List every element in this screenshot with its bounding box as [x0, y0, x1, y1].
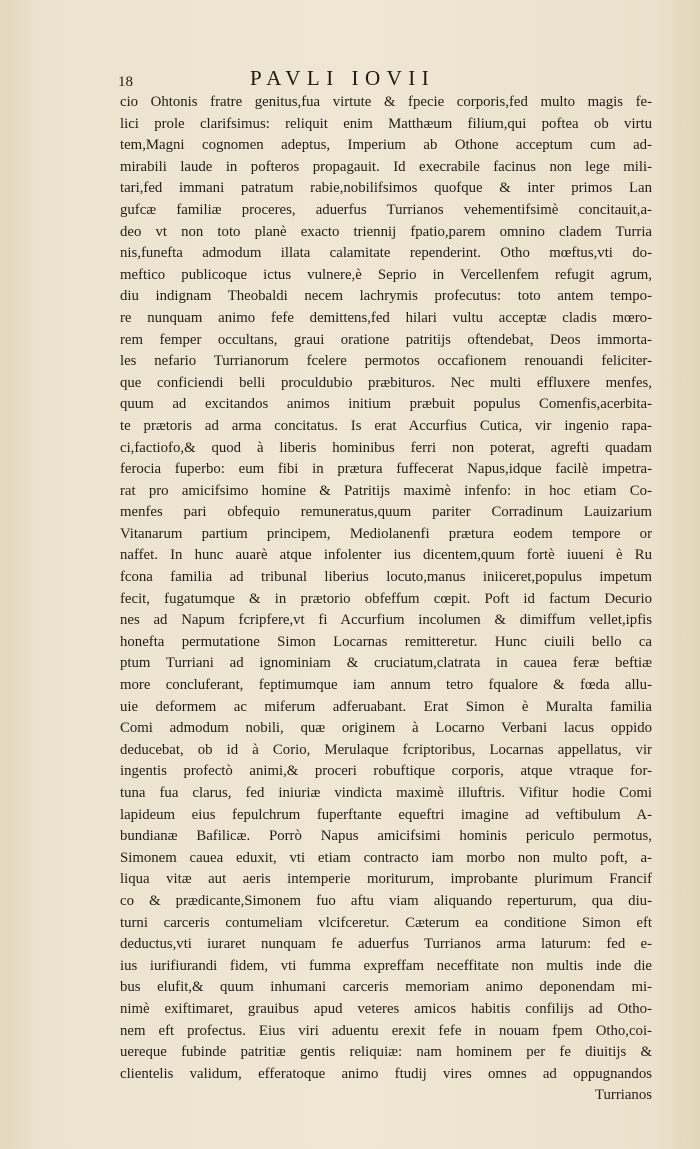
text-line: Vitanarum partium principem, Mediolanenfi prætura eodem tempore or	[120, 525, 652, 542]
body-text	[120, 92, 652, 1107]
text-line: que conficiendi belli proculdubio præbituros. Nec multi effluxere menfes,	[120, 374, 652, 391]
text-line: menfes pari obfequio remuneratus,quum pariter Corradinum Lauizarium	[120, 504, 652, 521]
text-line: liqua vitæ aut aeris intemperie moriturum, improbante plurimum Francif	[120, 871, 652, 888]
text-line: tari,fed immani patratum rabie,nobilifsimos quofque & inter primos Lan	[120, 180, 652, 197]
text-line: Comi admodum nobili, quæ originem à Locarno Verbani lacus oppido	[120, 720, 652, 737]
text-line: more concluferant, feptimumque iam annum tetro fqualore & fœda allu-	[120, 677, 652, 694]
text-line: cio Ohtonis fratre genitus,fua virtute & fpecie corporis,fed multo magis fe-	[120, 94, 652, 110]
text-line: quum ad excitandos animos initium præbuit populus Comenfis,acerbita-	[120, 396, 652, 413]
text-line: nis,funefta admodum illata calamitate rependerint. Otho mœftus,vti do-	[120, 245, 652, 262]
text-line: gufcæ familiæ proceres, aduerfus Turrianos vehementifsimè concitauit,a-	[120, 201, 652, 218]
text-line: ci,factiofo,& quod à liberis hominibus ferri non poterat, agrefti quadam	[120, 439, 652, 456]
text-line: meftico publicoque ictus vulnere,è Seprio in Vercellenfem refugit agrum,	[120, 266, 652, 283]
catchword: Turrianos	[594, 1087, 652, 1104]
text-line: deductus,vti iuraret nunquam fe aduerfus Turrianos arma laturum: fed e-	[120, 936, 652, 953]
text-line: rem femper occultans, graui oratione patritijs oftendebat, Deos immorta-	[120, 331, 652, 348]
text-line: lapideum eius fepulchrum fuperftante equeftri imagine ad veftibulum A-	[120, 806, 652, 823]
text-line: ferocia fuperbo: eum fibi in prætura fuffecerat Napus,idque facilè impetra-	[120, 461, 652, 478]
text-line: co & prædicante,Simonem fuo aftu viam aliquando reperturum, qua diu-	[120, 892, 652, 909]
text-line: honefta permutatione Simon Locarnas remitteretur. Hunc ciuili bello ca	[120, 633, 652, 650]
page-number: 18	[118, 74, 133, 90]
text-line: uereque fubinde patritiæ gentis reliquiæ: nam hominem per fe diuitijs &	[120, 1044, 652, 1061]
running-title: PAVLI IOVII	[250, 66, 436, 90]
text-line: tuna fua clarus, fed iniuriæ vindicta maximè illuftris. Vifitur hodie Comi	[120, 785, 652, 801]
text-line: ius iurifiurandi fidem, vti fumma expreffam neceffitate non multis inde die	[120, 957, 652, 974]
text-line: les nefario Turrianorum fcelere permotos occafionem renouandi feliciter-	[120, 353, 652, 370]
text-line: nem eft profectus. Eius viri aduentu erexit fefe in nouam fpem Otho,coi-	[120, 1022, 652, 1039]
text-line: fcona familia ad tribunal liberius locuto,manus iniiceret,populus impetum	[120, 569, 652, 586]
text-line: mirabili laude in pofteros propagauit. Id execrabile facinus non lege mili-	[120, 158, 652, 175]
text-line: ingentis profectò animi,& proceri robuftique corporis, atque vtraque for-	[120, 763, 652, 780]
text-line: ptum Turriani ad ignominiam & cruciatum,clatrata in cauea feræ beftiæ	[120, 655, 652, 672]
text-line: nimè exiftimaret, grauibus apud veteres amicos habitis confilijs ad Otho-	[120, 1000, 652, 1017]
text-line: turni carceris contumeliam vlcifceretur. Cæterum ea conditione Simon eft	[120, 914, 652, 931]
page-header	[0, 62, 700, 92]
text-line: deo vt non toto planè exacto triennij fpatio,parem omnino cladem Turria	[120, 223, 652, 240]
text-line: diu indignam Theobaldi necem lachrymis profecutus: toto antem tempo-	[120, 288, 652, 305]
text-line: fecit, fugatumque & in prætorio obfeffum cœpit. Poft id factum Decurio	[120, 590, 652, 607]
text-line: bundianæ Bafilicæ. Porrò Napus amicifsimi hominis periculo permotus,	[120, 828, 652, 845]
text-line: rat pro amicifsimo homine & Patritijs maximè infenfo: in hoc etiam Co-	[120, 482, 652, 499]
text-line: re nunquam animo fefe demittens,fed hilari vultu acceptæ cladis mœro-	[120, 309, 652, 326]
text-line: Simonem cauea eduxit, vti etiam contracto iam morbo non multo poft, a-	[120, 849, 652, 866]
text-line: bus elufit,& quum inhumani carceris memoriam animo deponendam mi-	[120, 979, 652, 996]
text-line: nes ad Napum fcripfere,vt fi Accurfium incolumen & dimiffum vellet,ipfis	[120, 612, 652, 629]
text-line: clientelis validum, efferatoque animo ftudij vires omnes ad oppugnandos	[120, 1065, 652, 1082]
text-line: naffet. In hunc auarè atque infolenter ius dicentem,quum fortè iuueni è Ru	[120, 547, 652, 564]
text-line: te prætoris ad arma concitatus. Is erat Accurfius Cutica, vir ingenio rapa-	[120, 417, 652, 434]
text-line: lici prole clarifsimus: reliquit enim Matthæum filium,qui poftea ob virtu	[120, 115, 652, 132]
text-line: deducebat, ob id à Corio, Merulaque fcriptoribus, Locarnas appellatus, vir	[120, 741, 652, 758]
text-line: uie deformem ac miferum adferuabant. Erat Simon è Muralta familia	[120, 698, 652, 715]
text-line: tem,Magni cognomen adeptus, Imperium ab Othone acceptum cum ad-	[120, 137, 652, 154]
